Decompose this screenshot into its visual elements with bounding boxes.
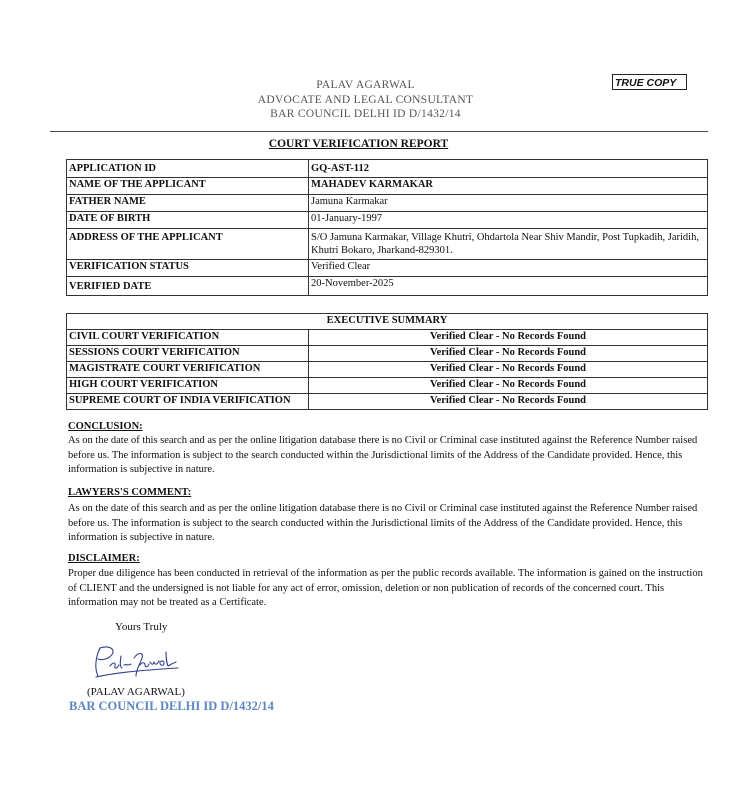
detail-row [67,160,708,178]
header-divider [50,131,708,132]
detail-value: 01-January-1997 [309,212,708,229]
detail-label: DATE OF BIRTH [67,212,309,229]
summary-result: Verified Clear - No Records Found [309,378,708,394]
summary-court-label: SESSIONS COURT VERIFICATION [67,346,309,362]
summary-result: Verified Clear - No Records Found [309,330,708,346]
summary-court-label: CIVIL COURT VERIFICATION [67,330,309,346]
summary-court-label: HIGH COURT VERIFICATION [67,378,309,394]
detail-value: GQ-AST-112 [309,160,708,178]
summary-court-label: SUPREME COURT OF INDIA VERIFICATION [67,394,309,410]
summary-row [67,362,708,378]
detail-label: FATHER NAME [67,195,309,212]
conclusion-text: As on the date of this search and as per the online litigation database there is no Civil or Criminal case instituted against the Reference Number raised before us. The information is subject to the search conducted within the Jurisdictional limits of the Address of the Candidate provided. Hence, this information is subjective in nature. [68,435,698,475]
closing-name: (PALAV AGARWAL) [87,686,185,698]
lawyers-comment-heading: LAWYERS'S COMMENT: [68,487,192,498]
summary-row [67,394,708,410]
disclaimer-text: Proper due diligence has been conducted in retrieval of the information as per the public records available. The information is gained on the instruction of CLIENT and the undersigned is not liable for any act of error, omission, deletion or non publication of records of the concerned court. This information may not be treated as a Certificate. [68,568,703,608]
closing-bar-id: BAR COUNCIL DELHI ID D/1432/14 [69,699,274,713]
detail-row [67,277,708,296]
summary-heading: EXECUTIVE SUMMARY [67,314,708,330]
detail-row [67,195,708,212]
detail-label: NAME OF THE APPLICANT [67,178,309,195]
summary-result: Verified Clear - No Records Found [309,394,708,410]
executive-summary-table [66,313,708,410]
summary-row [67,378,708,394]
report-title: COURT VERIFICATION REPORT [268,138,449,150]
salutation: Yours Truly [115,621,168,633]
advocate-name: PALAV AGARWAL [316,79,415,91]
summary-result: Verified Clear - No Records Found [309,362,708,378]
detail-row [67,260,708,277]
detail-value: 20-November-2025 [309,277,708,296]
summary-result: Verified Clear - No Records Found [309,346,708,362]
applicant-details-table [66,159,708,296]
true-copy-stamp: TRUE COPY [612,74,687,90]
summary-court-label: MAGISTRATE COURT VERIFICATION [67,362,309,378]
detail-value: Verified Clear [309,260,708,277]
summary-row [67,346,708,362]
advocate-bar-id: BAR COUNCIL DELHI ID D/1432/14 [270,108,461,120]
detail-value: MAHADEV KARMAKAR [309,178,708,195]
detail-value: Jamuna Karmakar [309,195,708,212]
advocate-designation: ADVOCATE AND LEGAL CONSULTANT [257,94,474,106]
summary-heading-row [67,314,708,330]
detail-row [67,212,708,229]
lawyers-comment-text: As on the date of this search and as per the online litigation database there is no Civil or Criminal case instituted against the Reference Number raised before us. The information is subject to the search conducted within the Jurisdictional limits of the Address of the Candidate provided. Hence, this information is subjective in nature. [68,503,698,543]
detail-label: APPLICATION ID [67,160,309,178]
conclusion-heading: CONCLUSION: [68,421,143,432]
detail-value: S/O Jamuna Karmakar, Village Khutri, Ohdartola Near Shiv Mandir, Post Tupkadih, Jaridih, Khutri Bokaro, Jharkand-829301. [309,229,708,260]
detail-label: VERIFICATION STATUS [67,260,309,277]
detail-row [67,178,708,195]
handwritten-signature [90,640,185,682]
detail-label: ADDRESS OF THE APPLICANT [67,229,309,260]
detail-label: VERIFIED DATE [67,277,309,296]
detail-row [67,229,708,260]
disclaimer-heading: DISCLAIMER: [68,553,140,564]
summary-row [67,330,708,346]
